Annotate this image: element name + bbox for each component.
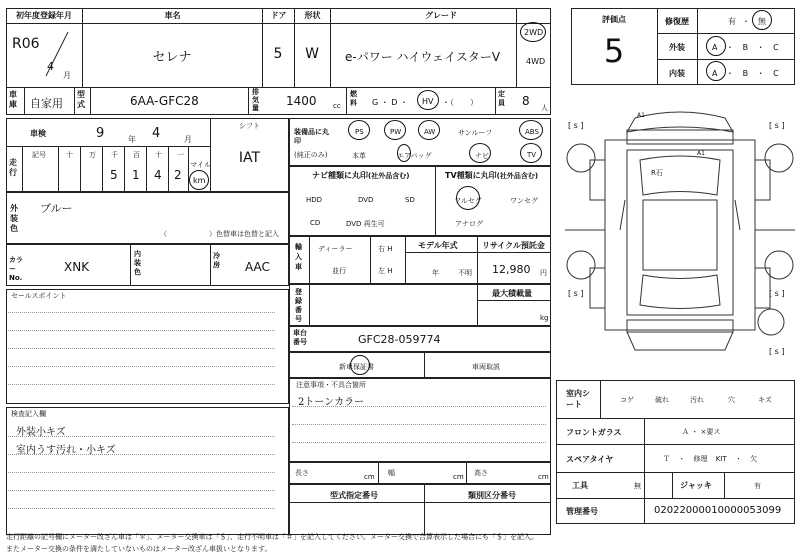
abs-circle [519,120,543,140]
ac-label: 冷房 [213,252,220,269]
notes-value: 2トーンカラー [298,397,365,408]
jack-label: ジャッキ [680,481,712,490]
mark-a1-hood: A1 [697,150,705,157]
tire-mark-rl: [ s ] [568,289,584,298]
car-name: セレナ [152,50,192,65]
interior-sheet-label: 室内シート [566,389,590,409]
manual-label: 車両取説 [472,363,500,371]
fuel-hv-circle [417,90,439,110]
interior-a-circle [706,61,726,81]
use-value: 自家用 [30,97,63,110]
import-label: 輸入車 [295,243,302,271]
chassis-label: 車台番号 [293,329,307,346]
tools-value: 無 [634,482,641,490]
interior-grades: A ・ B ・ C [712,69,779,78]
inspection-month: 4 [152,126,161,141]
management-label: 管理番号 [566,507,598,516]
mark-a1-front: A1 [637,112,645,119]
color-value: ブルー [40,202,73,215]
recycle-value: 12,980 [492,263,531,276]
car-diagram [565,100,795,372]
tire-mark-spare: [ s ] [769,347,785,356]
mileage-label: 走行 [9,158,17,177]
repair-yes: 有 [728,17,736,26]
warranty-block [289,352,551,378]
aw-circle [418,120,440,140]
door-label: ドア [262,8,294,24]
tools-label: 工具 [572,481,588,490]
first-reg-label: 初年度登録年月 [6,8,82,24]
windshield-value: Ａ ・ ×要ス [682,428,721,436]
color-note: （ ）色替車は色替と記入 [160,230,279,238]
interior-color-label: 内装色 [134,250,141,276]
footer-note-2: またメーター交換の条件を満たしていないものはメーター改ざん車扱いとなります。 [6,545,272,553]
mileage-unit: km [193,176,206,185]
color-no-label: カラーNo. [9,256,23,282]
fuel-label: 燃料 [350,90,357,107]
navi-circle [469,143,491,163]
jack-value: 有 [754,482,761,490]
displacement-label: 排気量 [252,88,259,112]
spare-tire-label: スペアタイヤ [566,455,614,464]
shape-label: 形状 [294,8,330,24]
navi-label: ナビ種類に丸印(社外品含む) [312,171,410,180]
color-no-value: XNK [64,260,90,274]
sales-point-block [6,289,289,404]
body-shape: W [305,46,319,62]
displacement-value: 1400 [286,94,317,108]
notes-label: 注意事項・不具合箇所 [296,381,366,389]
tv-label: TV種類に丸印(社外品含む) [445,171,539,180]
tire-mark-fl: [ s ] [568,121,584,130]
inspector-line-1: 外装小キズ [16,427,66,438]
inspection-year: 9 [96,126,105,141]
grade-label: グレード [330,8,551,24]
ps-circle [348,120,370,140]
interior-label: 内装 [669,69,685,78]
notes-block [289,378,551,462]
shift-label: シフト [239,122,260,130]
tv-circle [520,143,542,163]
first-reg-month-unit: 月 [63,71,71,80]
inspector-label: 検査記入欄 [11,410,46,418]
windshield-label: フロントガラス [566,428,622,437]
dimensions-block [289,462,551,484]
km-circle [189,170,209,190]
grade-value: e-パワー ハイウェイスターV [345,50,501,64]
score-label: 評価点 [602,15,626,24]
equipment-label: 装備品に丸印 [294,128,329,145]
class-number-label: 類別区分番号 [468,491,516,500]
model-year-label: モデル年式 [418,241,458,250]
drive-4wd: 4WD [526,57,546,66]
model-year-value: 不明 [458,269,472,277]
color-label: 外装色 [10,204,18,233]
model-value: 6AA-GFC28 [130,94,199,108]
repair-none-circle [752,10,772,30]
tire-mark-fr: [ s ] [769,121,785,130]
footer-note-1: 走行距離の記号欄にメーター改ざん車は「＊」、メーター交換車は「＄」、走行不明車は「＃」を記入してください。メーター交換で合算表示した場合にも「＄」を記入。 [6,533,538,541]
warranty-circle [350,355,370,375]
score-value: 5 [603,32,625,70]
use-label: 車庫 [9,90,17,109]
fuel-opts: G ・ D ・ [372,98,408,107]
new-car-warranty: 新車保証書 [339,363,374,371]
drive-2wd-circle [520,22,546,42]
pw-circle [384,120,406,140]
model-label: 型式 [77,90,85,109]
fullseg-circle [456,186,480,210]
capacity-label: 定員 [498,90,505,107]
sales-point-label: セールスポイント [11,292,67,300]
airbag-circle [397,144,411,162]
type-designation-label: 型式指定番号 [330,491,378,500]
exterior-grades: A ・ B ・ C [712,43,779,52]
mark-r-stone: R石 [651,169,663,177]
repair-none: 無 [758,17,766,26]
door-count: 5 [273,46,283,62]
mile-label: マイル [190,161,211,169]
mileage-digit-3: 4 [154,168,162,182]
first-reg-era: R06 [12,36,40,52]
max-load-label: 最大積載量 [492,289,532,298]
management-number: 02022000010000053099 [654,505,782,516]
tire-mark-rr: [ s ] [769,289,785,298]
capacity-value: 8 [522,94,530,108]
inspection-label: 車検 [30,129,46,138]
exterior-a-circle [706,36,726,56]
exterior-label: 外装 [669,43,685,52]
fuel-selected: HV [422,97,434,106]
recycle-label: リサイクル預託金 [482,241,545,250]
mileage-digit-2: 1 [132,168,140,182]
drive-2wd: 2WD [524,28,544,37]
repair-label: 修復歴 [665,17,689,26]
shift-value: IAT [238,150,261,166]
mileage-digit-1: 5 [110,168,118,182]
first-reg-month: 4 [47,60,54,73]
ac-value: AAC [245,260,270,274]
chassis-value: GFC28-059774 [358,333,441,346]
car-name-label: 車名 [82,8,262,24]
mileage-digit-4: 2 [174,168,182,182]
equipment-sub: (純正のみ) [294,151,328,159]
registration-label: 登録番号 [295,288,302,323]
inspector-line-2: 室内うす汚れ・小キズ [16,445,116,456]
